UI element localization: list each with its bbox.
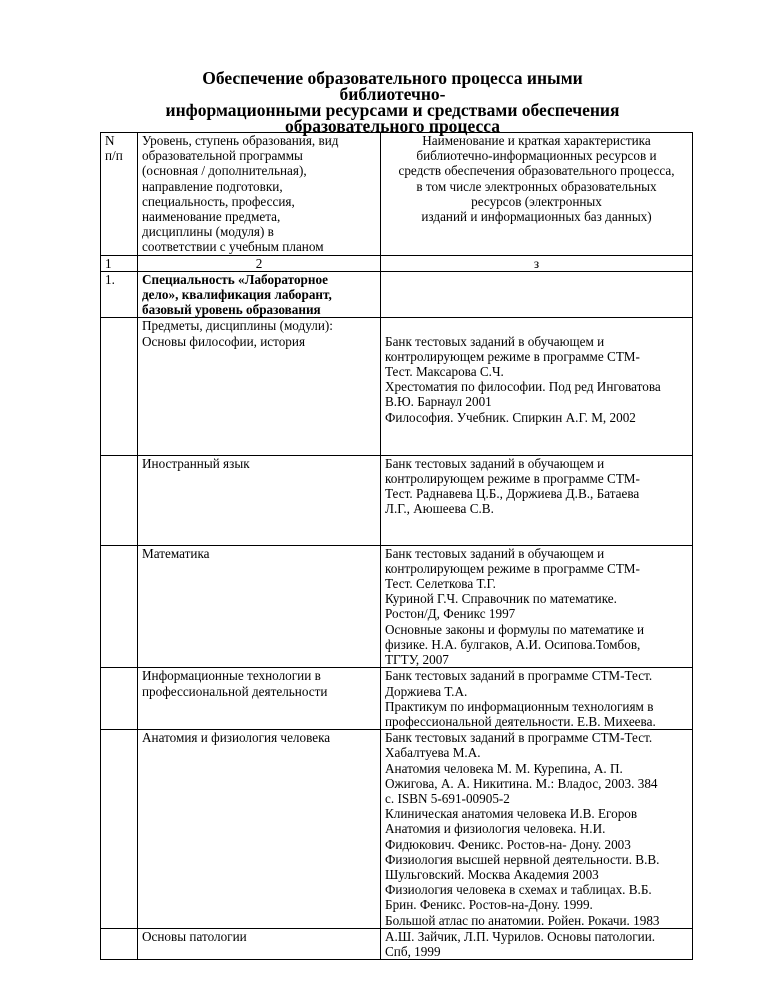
column-numbers-row — [101, 255, 693, 271]
subject-name-cell — [138, 334, 381, 456]
subject-name-cell — [138, 668, 381, 730]
resource-line: Фидюкович. Феникс. Ростов-на- Дону. 2003 — [385, 836, 631, 852]
subject-name: Математика — [142, 545, 210, 561]
subject-row — [101, 545, 693, 668]
title-line-1: Обеспечение образовательного процесса иными библиотечно- — [202, 68, 583, 104]
resource-line: Ростон/Д, Феникс 1997 — [385, 606, 516, 622]
empty-cell — [101, 455, 138, 545]
empty-cell — [101, 928, 138, 959]
specialty-number: 1. — [101, 271, 138, 318]
page-title — [150, 70, 635, 134]
header-resources-cell — [381, 133, 693, 256]
specialty-empty-cell — [381, 271, 693, 318]
resource-line: Физиология высшей нервной деятельности. В.В. — [385, 851, 660, 867]
resource-line: Тест. Максарова С.Ч. — [385, 364, 504, 380]
subject-name: Анатомия и физиология человека — [142, 730, 331, 746]
resource-line: А.Ш. Зайчик, Л.П. Чурилов. Основы патологии. — [385, 928, 656, 944]
resource-line: Ожигова, А. А. Никитина. М.: Владос, 2003. 384 — [385, 775, 658, 791]
subject-row — [101, 334, 693, 456]
resources-table — [100, 132, 693, 960]
resource-line: Доржиева Т.А. — [385, 683, 468, 699]
header-level-line: (основная / дополнительная), — [142, 163, 307, 179]
resource-line: Хабалтуева М.А. — [385, 745, 481, 761]
resource-line: Тест. Селеткова Т.Г. — [385, 576, 496, 592]
header-resources-line: Наименование и краткая характеристика — [422, 133, 651, 148]
empty-cell — [101, 545, 138, 668]
header-resources-line: средств обеспечения образовательного процесса, — [398, 163, 675, 179]
header-row — [101, 133, 693, 256]
subject-name: Информационные технологии в — [142, 668, 321, 684]
resource-line: Клиническая анатомия человека И.В. Егоров — [385, 806, 638, 822]
empty-cell — [101, 318, 138, 334]
subject-row — [101, 928, 693, 959]
header-resources-line: в том числе электронных образовательных — [416, 178, 657, 194]
header-number-cell — [101, 133, 138, 256]
subject-resources-cell — [381, 545, 693, 668]
header-level-line: Уровень, ступень образования, вид — [142, 133, 339, 148]
title-line-2: информационными ресурсами и средствами обеспечения — [165, 100, 620, 120]
subject-name: Основы философии, история — [142, 333, 306, 349]
resource-line: В.Ю. Барнаул 2001 — [385, 394, 492, 410]
resource-line: с. ISBN 5-691-00905-2 — [385, 790, 510, 806]
column-number-2: 2 — [138, 255, 381, 271]
subject-resources-cell — [381, 928, 693, 959]
resource-line: контролирующем режиме в программе СТМ- — [385, 560, 640, 576]
subject-name-cell — [138, 730, 381, 929]
resource-line: контролирующем режиме в программе СТМ- — [385, 348, 640, 364]
resource-line: Хрестоматия по философии. Под ред Инговатова — [385, 379, 661, 395]
subject-name-cell — [138, 928, 381, 959]
resource-line: физике. Н.А. булгаков, А.И. Осипова.Томбов, — [385, 636, 641, 652]
header-resources-line: ресурсов (электронных — [471, 193, 602, 209]
subject-resources-cell — [381, 730, 693, 929]
resource-line: Банк тестовых заданий в обучающем и — [385, 545, 605, 561]
subject-row — [101, 668, 693, 730]
subject-name: Основы патологии — [142, 928, 247, 944]
header-level-line: наименование предмета, — [142, 209, 281, 225]
resource-line: Банк тестовых заданий в программе СТМ-Тест. — [385, 668, 653, 684]
header-resources-line: изданий и информационных баз данных) — [421, 209, 652, 225]
resource-line: профессиональной деятельности. Е.В. Михеева. — [385, 713, 656, 729]
subject-resources-cell — [381, 334, 693, 456]
resource-line: Брин. Феникс. Ростов-на-Дону. 1999. — [385, 897, 593, 913]
resource-line: Основные законы и формулы по математике и — [385, 621, 645, 637]
empty-cell — [101, 334, 138, 456]
subject-row — [101, 730, 693, 929]
subject-resources-cell — [381, 668, 693, 730]
resource-line: Тест. Раднавева Ц.Б., Доржиева Д.В., Батаева — [385, 486, 640, 502]
subject-name-cell — [138, 545, 381, 668]
header-level-line: направление подготовки, — [142, 178, 283, 194]
resource-line: Банк тестовых заданий в обучающем и — [385, 333, 605, 349]
subject-resources-cell — [381, 455, 693, 545]
empty-cell — [381, 318, 693, 334]
subject-row — [101, 455, 693, 545]
title-line-3: образовательного процесса — [284, 116, 500, 136]
empty-cell — [101, 668, 138, 730]
column-number-1: 1 — [101, 255, 138, 271]
resource-line: Банк тестовых заданий в обучающем и — [385, 455, 605, 471]
resource-line: Философия. Учебник. Спиркин А.Г. М, 2002 — [385, 409, 636, 425]
subjects-label-row — [101, 318, 693, 334]
resource-line: Большой атлас по анатомии. Ройен. Рокачи. 1983 — [385, 912, 660, 928]
header-resources-line: библиотечно-информационных ресурсов и — [416, 148, 657, 164]
resource-line: Куриной Г.Ч. Справочник по математике. — [385, 591, 617, 607]
specialty-line: базовый уровень образования — [142, 302, 321, 318]
resource-line: Физиология человека в схемах и таблицах. В.Б. — [385, 882, 652, 898]
resource-line: Шульговский. Москва Академия 2003 — [385, 866, 599, 882]
header-level-cell — [138, 133, 381, 256]
subject-name: Иностранный язык — [142, 455, 250, 471]
resource-line: Анатомия человека М. М. Курепина, А. П. — [385, 760, 623, 776]
header-level-line: образовательной программы — [142, 148, 303, 164]
resource-line: Л.Г., Аюшеева С.В. — [385, 501, 494, 517]
header-level-line: дисциплины (модуля) в — [142, 224, 274, 240]
header-number-line: п/п — [105, 148, 123, 164]
resource-line: Практикум по информационным технологиям в — [385, 698, 654, 714]
specialty-line: дело», квалификация лаборант, — [142, 287, 332, 303]
column-number-3: з — [381, 255, 693, 271]
specialty-row — [101, 271, 693, 318]
specialty-line: Специальность «Лабораторное — [142, 271, 328, 287]
resource-line: Анатомия и физиология человека. Н.И. — [385, 821, 606, 837]
subjects-label: Предметы, дисциплины (модули): — [138, 318, 381, 334]
subject-name: профессиональной деятельности — [142, 683, 328, 699]
specialty-name-cell — [138, 271, 381, 318]
header-number-line: N — [105, 133, 115, 148]
header-level-line: специальность, профессия, — [142, 193, 295, 209]
subject-name-cell — [138, 455, 381, 545]
resource-line: Банк тестовых заданий в программе СТМ-Тест. — [385, 730, 653, 746]
resource-line: Спб, 1999 — [385, 943, 441, 959]
empty-cell — [101, 730, 138, 929]
header-level-line: соответствии с учебным планом — [142, 239, 324, 255]
resource-line: контролирующем режиме в программе СТМ- — [385, 471, 640, 487]
resource-line: ТГТУ, 2007 — [385, 652, 449, 668]
